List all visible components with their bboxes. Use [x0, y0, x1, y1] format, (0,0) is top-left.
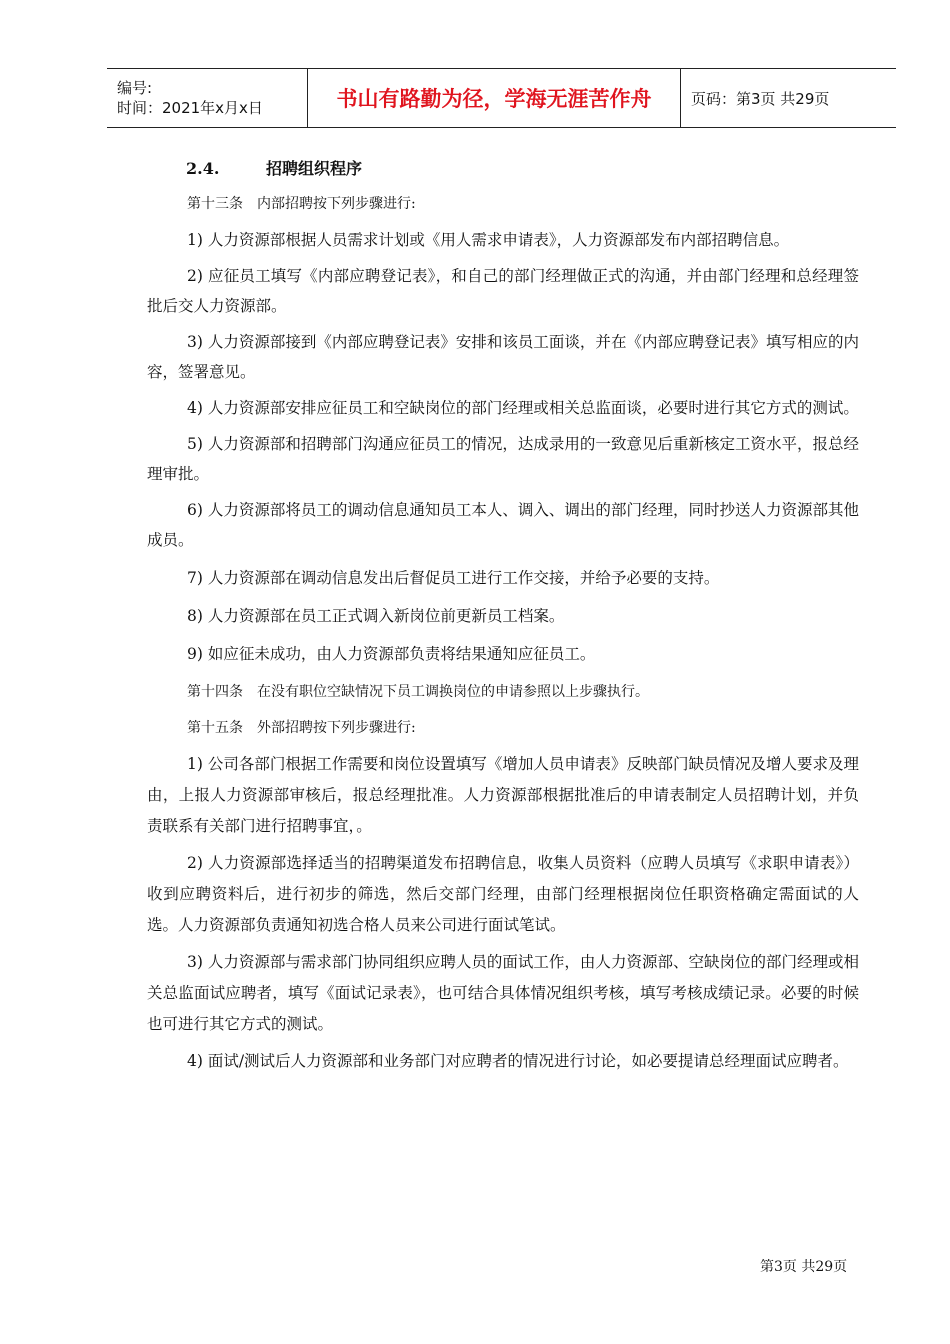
- internal-step-8: 8) 人力资源部在员工正式调入新岗位前更新员工档案。: [187, 607, 565, 625]
- internal-step-7: 7) 人力资源部在调动信息发出后督促员工进行工作交接，并给予必要的支持。: [187, 569, 720, 587]
- header-page-label: 页码：第3页 共29页: [691, 89, 830, 108]
- external-step-1: 1) 公司各部门根据工作需要和岗位设置填写《增加人员申请表》反映部门缺员情况及增人要求及理由，上报人力资源部审核后，报总经理批准。人力资源部根据批准后的申请表制定人员招聘计划，并负责联系有关部门进行招聘事宜，。: [147, 755, 859, 835]
- motto-text: 书山有路勤为径，学海无涯苦作舟: [336, 87, 652, 111]
- internal-step-5: 5) 人力资源部和招聘部门沟通应征员工的情况，达成录用的一致意见后重新核定工资水平，报总经理审批。: [147, 435, 859, 483]
- section-number: 2.4.: [186, 159, 220, 178]
- article-13: 第十三条 内部招聘按下列步骤进行:: [187, 196, 416, 212]
- internal-step-6: 6) 人力资源部将员工的调动信息通知员工本人、调入、调出的部门经理，同时抄送人力资源部其他成员。: [147, 501, 859, 549]
- external-step-2: 2) 人力资源部选择适当的招聘渠道发布招聘信息，收集人员资料（应聘人员填写《求职申请表》）收到应聘资料后，进行初步的筛选，然后交部门经理，由部门经理根据岗位任职资格确定需面试的人选。人力资源部负责通知初选合格人员来公司进行面试笔试。: [147, 854, 859, 934]
- internal-step-9: 9) 如应征未成功，由人力资源部负责将结果通知应征员工。: [187, 645, 596, 663]
- external-step-4: 4) 面试/测试后人力资源部和业务部门对应聘者的情况进行讨论，如必要提请总经理面试应聘者。: [187, 1052, 849, 1070]
- article-15: 第十五条 外部招聘按下列步骤进行:: [187, 720, 416, 736]
- internal-step-3: 3) 人力资源部接到《内部应聘登记表》安排和该员工面谈，并在《内部应聘登记表》填写相应的内容，签署意见。: [147, 333, 859, 381]
- header-page: [681, 69, 896, 127]
- internal-step-4: 4) 人力资源部安排应征员工和空缺岗位的部门经理或相关总监面谈，必要时进行其它方式的测试。: [187, 399, 859, 417]
- external-step-3: 3) 人力资源部与需求部门协同组织应聘人员的面试工作，由人力资源部、空缺岗位的部门经理或相关总监面试应聘者，填写《面试记录表》，也可结合具体情况组织考核，填写考核成绩记录。必要的时候也可进行其它方式的测试。: [147, 953, 859, 1033]
- document-body: [147, 150, 859, 1083]
- page-header: [107, 68, 896, 128]
- header-meta: [107, 69, 308, 127]
- section-title: 招聘组织程序: [266, 159, 363, 178]
- page-footer: [760, 1256, 847, 1276]
- header-motto: [308, 69, 681, 127]
- document-number-label: 编号:: [117, 79, 153, 97]
- internal-step-1: 1) 人力资源部根据人员需求计划或《用人需求申请表》，人力资源部发布内部招聘信息。: [187, 231, 790, 249]
- section-heading: [186, 155, 859, 183]
- internal-step-2: 2) 应征员工填写《内部应聘登记表》，和自己的部门经理做正式的沟通，并由部门经理和总经理签批后交人力资源部。: [147, 267, 859, 315]
- document-time-label: 时间：2021年x月x日: [117, 99, 263, 117]
- article-14: 第十四条 在没有职位空缺情况下员工调换岗位的申请参照以上步骤执行。: [187, 684, 649, 700]
- footer-page-number: 第3页 共29页: [760, 1259, 848, 1275]
